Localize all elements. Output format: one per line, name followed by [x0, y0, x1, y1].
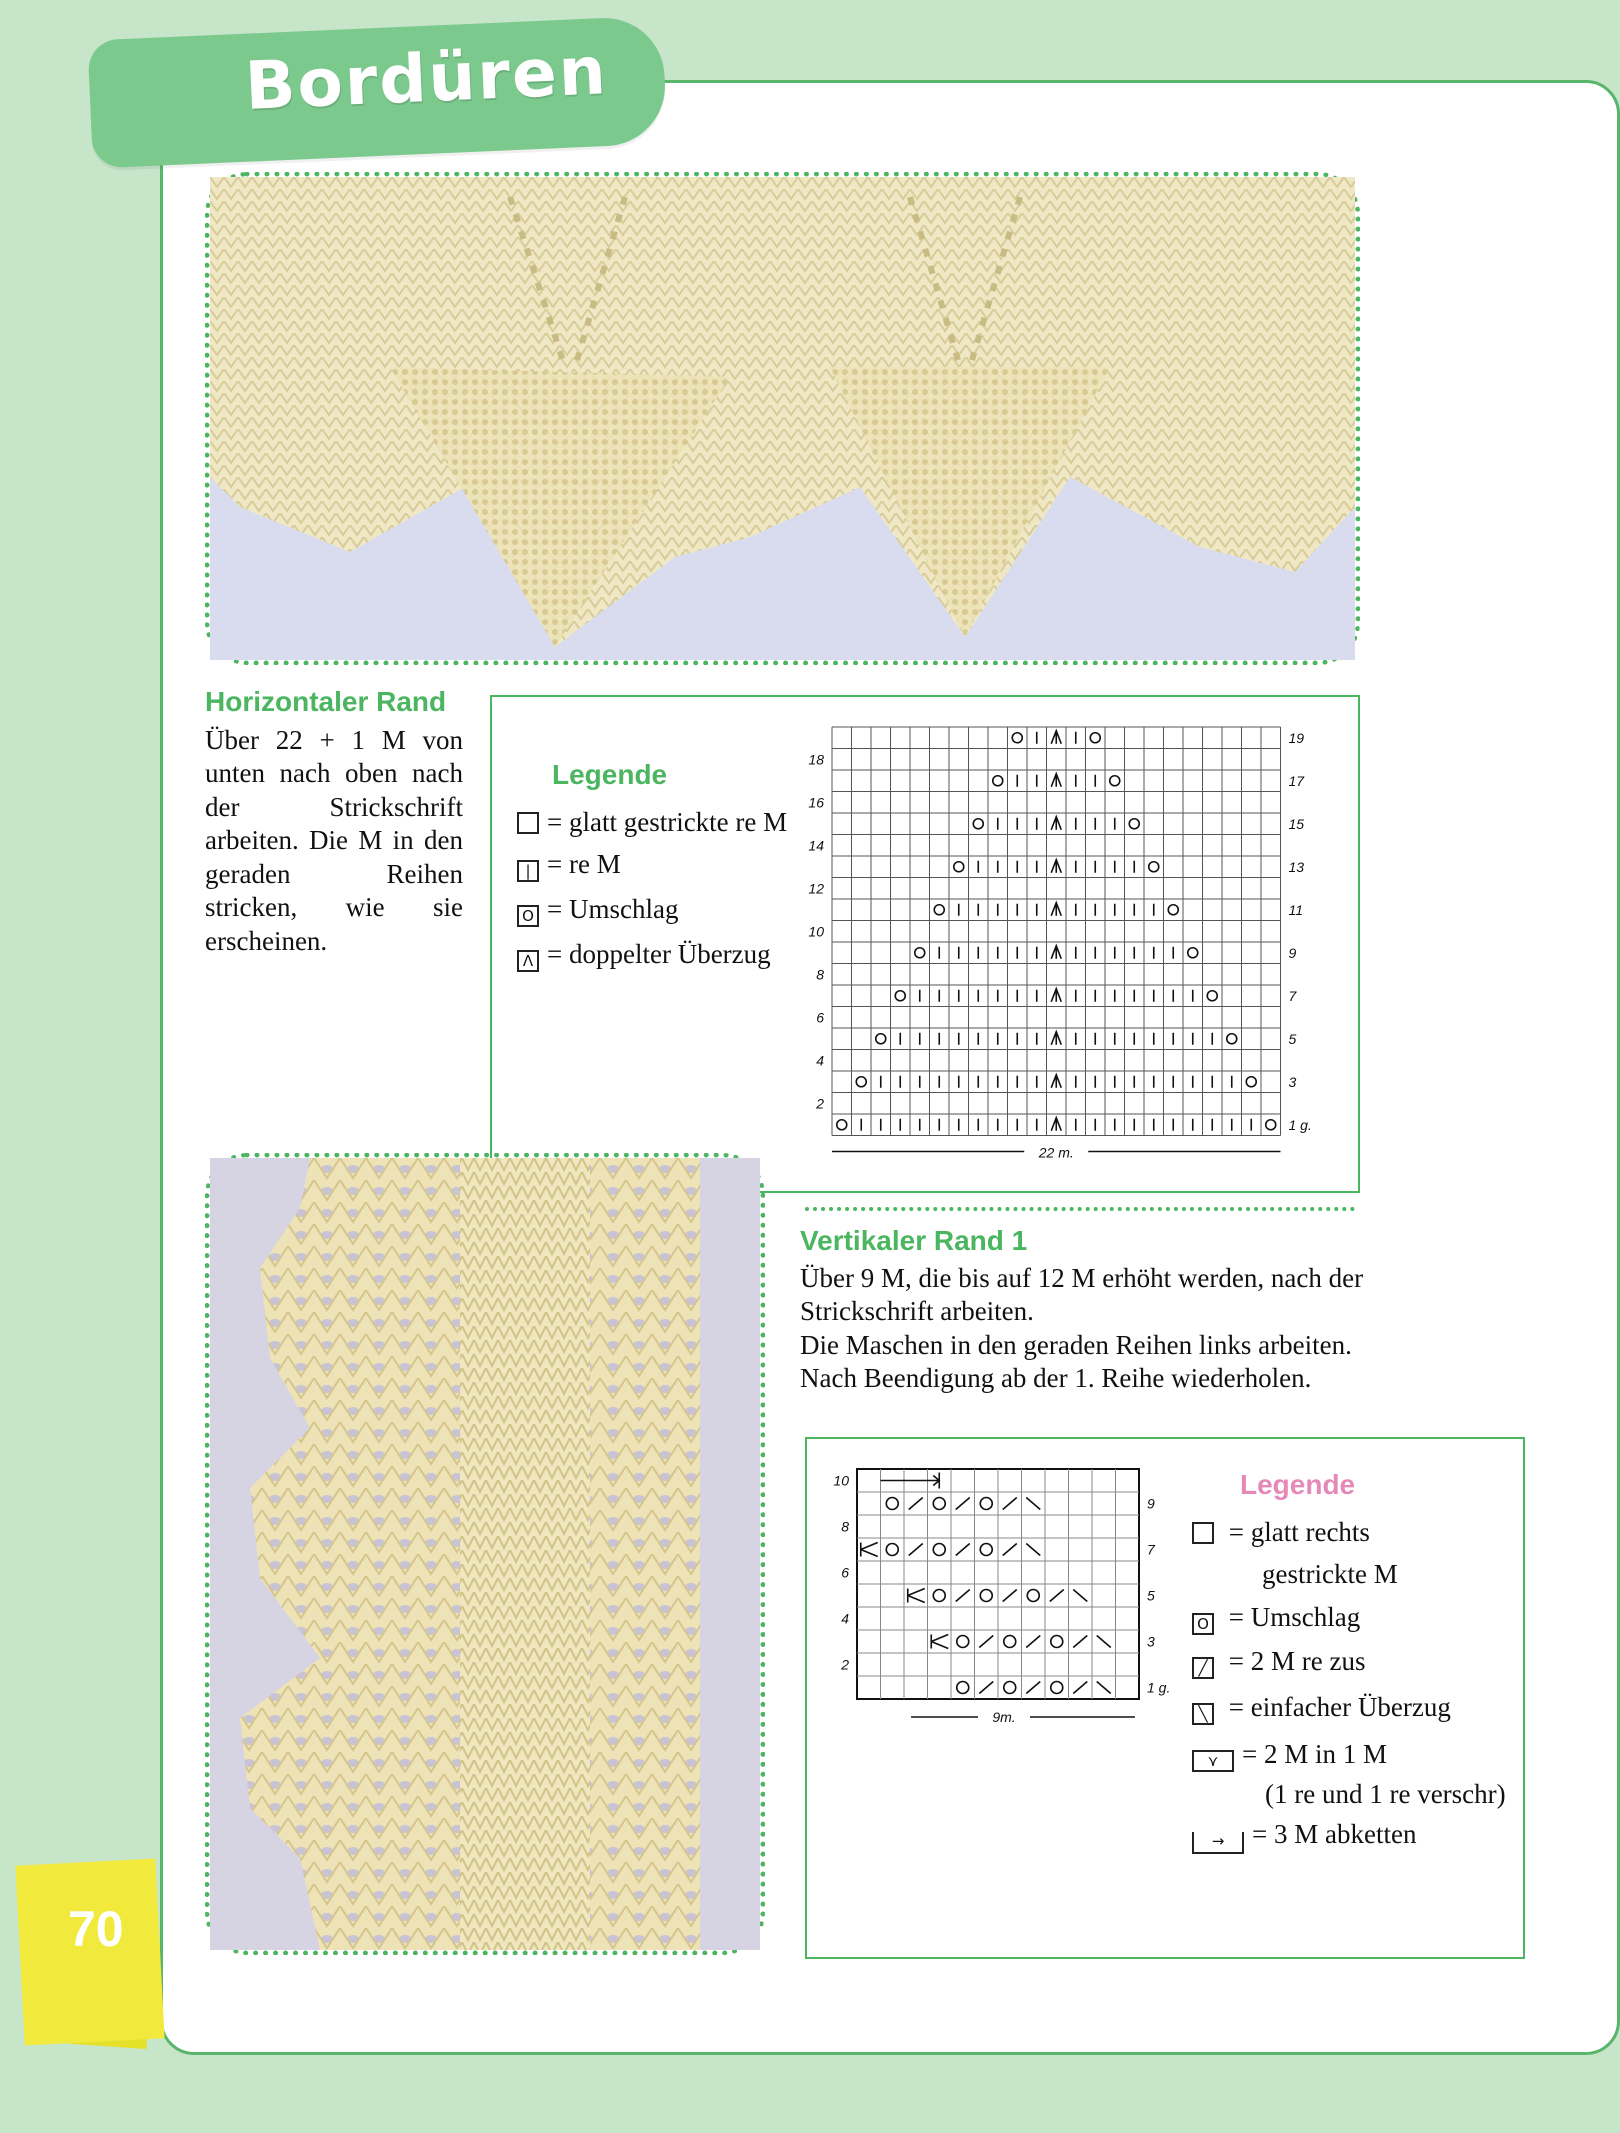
row-label-right: 5	[1288, 1030, 1297, 1047]
yarn-over-mark	[980, 1498, 992, 1510]
yarn-over-mark	[895, 991, 905, 1001]
yarn-over-mark	[1110, 776, 1120, 786]
yarn-over-mark	[886, 1544, 898, 1556]
yarn-over-mark	[1051, 1636, 1063, 1648]
horizontal-chart-box	[490, 695, 1360, 1193]
knit-stitch-icon: |	[517, 860, 539, 882]
vertical-heading: Vertikaler Rand 1	[800, 1225, 1028, 1256]
increase-mark	[931, 1635, 948, 1649]
yarn-over-mark	[837, 1120, 847, 1130]
legend-item-bind-off: → = 3 M abketten	[1192, 1819, 1416, 1854]
yarn-over-mark	[915, 948, 925, 958]
double-decrease-mark	[1051, 774, 1061, 787]
yarn-over-mark	[973, 819, 983, 829]
stitch-count-label: 22 m.	[1038, 1144, 1074, 1161]
page-number: 70	[68, 1901, 124, 1957]
decrease-mark	[1073, 1682, 1087, 1694]
row-label-right: 9	[1147, 1495, 1155, 1512]
yarn-over-mark	[1004, 1682, 1016, 1694]
ssk-mark	[1026, 1544, 1040, 1556]
legend-item-yarn-over: O = Umschlag	[517, 894, 678, 927]
yarn-over-mark	[933, 1544, 945, 1556]
decrease-mark	[979, 1636, 993, 1648]
row-label-left: 2	[841, 1656, 849, 1673]
yarn-over-mark	[980, 1590, 992, 1602]
decrease-mark	[1026, 1636, 1040, 1648]
yarn-over-mark	[1090, 733, 1100, 743]
row-label-left: 12	[808, 880, 824, 897]
row-label-left: 10	[808, 923, 824, 940]
double-decrease-mark	[1051, 1075, 1061, 1088]
row-label-right: 3	[1288, 1073, 1297, 1090]
decrease-mark	[956, 1590, 970, 1602]
row-label-left: 14	[808, 837, 824, 854]
row-label-left: 2	[816, 1095, 824, 1112]
decrease-mark	[909, 1544, 923, 1556]
legend-item-plain: = glatt gestrickte re M	[517, 807, 787, 838]
row-label-right: 17	[1288, 772, 1305, 789]
double-decrease-mark	[1051, 860, 1061, 873]
yarn-over-mark	[980, 1544, 992, 1556]
stitch-count-label: 9m.	[992, 1709, 1016, 1725]
row-label-left: 6	[816, 1009, 824, 1026]
legend-item-continued: (1 re und 1 re verschr)	[1265, 1779, 1506, 1809]
double-decrease-mark	[1051, 1032, 1061, 1045]
photo-vertical-border	[205, 1153, 765, 1955]
photo-horizontal-border	[205, 172, 1360, 665]
knitted-vertical-border-image	[210, 1158, 760, 1950]
empty-box-icon	[1192, 1522, 1214, 1544]
ssk-mark	[1097, 1636, 1111, 1648]
yarn-over-mark	[886, 1498, 898, 1510]
knitted-horizontal-border-image	[210, 177, 1355, 660]
bind-off-mark	[881, 1473, 940, 1489]
section-divider	[805, 1207, 1355, 1211]
ssk-icon: ╲	[1192, 1703, 1214, 1725]
decrease-mark	[1026, 1682, 1040, 1694]
legend-item-plain: = glatt rechts	[1192, 1517, 1370, 1548]
ssk-mark	[1073, 1590, 1087, 1602]
horizontal-knitting-chart	[787, 717, 1347, 1179]
double-decrease-mark	[1051, 946, 1061, 959]
row-label-right: 19	[1288, 729, 1305, 746]
yarn-over-mark	[1246, 1077, 1256, 1087]
increase-mark	[908, 1589, 925, 1603]
decrease-mark	[1050, 1590, 1064, 1602]
row-label-right: 5	[1147, 1587, 1155, 1604]
yarn-over-icon: O	[517, 905, 539, 927]
row-label-right: 7	[1288, 987, 1297, 1004]
instruction-line: Nach Beendigung ab der 1. Reihe wiederholen.	[800, 1363, 1312, 1394]
row-label-left: 4	[841, 1610, 849, 1627]
row-label-right: 9	[1288, 944, 1297, 961]
row-label-left: 8	[841, 1518, 849, 1535]
row-label-right: 1 g.	[1147, 1679, 1171, 1696]
yarn-over-mark	[933, 1590, 945, 1602]
yarn-over-mark	[933, 1498, 945, 1510]
double-decrease-mark	[1051, 903, 1061, 916]
instruction-line: Über 9 M, die bis auf 12 M erhöht werden, nach der	[800, 1263, 1364, 1293]
yarn-over-mark	[993, 776, 1003, 786]
yarn-over-mark	[957, 1636, 969, 1648]
legend-item-increase: ⋎ = 2 M in 1 M	[1192, 1739, 1387, 1772]
yarn-over-mark	[1051, 1682, 1063, 1694]
yarn-over-mark	[1012, 733, 1022, 743]
horizontal-instructions: Über 22 + 1 M von unten nach oben nach der Strickschrift arbeiten. Die M in den geraden Reihen stricken, wie sie erscheinen.	[205, 725, 463, 956]
instruction-line: Die Maschen in den geraden Reihen links arbeiten.	[800, 1329, 1352, 1360]
row-label-right: 15	[1288, 815, 1305, 832]
yarn-over-mark	[1168, 905, 1178, 915]
vertical-legend-title: Legende	[1240, 1469, 1356, 1500]
row-label-left: 6	[841, 1564, 849, 1581]
row-label-right: 1 g.	[1288, 1116, 1312, 1133]
decrease-mark	[1003, 1498, 1017, 1510]
vertical-chart-box	[805, 1437, 1525, 1959]
horizontal-legend-title: Legende	[552, 759, 668, 790]
row-label-right: 7	[1147, 1541, 1155, 1558]
yarn-over-icon: O	[1192, 1613, 1214, 1635]
double-decrease-mark	[1051, 1118, 1061, 1131]
legend-item-k2tog: ╱ = 2 M re zus	[1192, 1646, 1365, 1679]
ssk-mark	[1026, 1498, 1040, 1510]
empty-box-icon	[517, 812, 539, 834]
horizontal-heading: Horizontaler Rand	[205, 686, 447, 717]
row-label-left: 4	[816, 1052, 824, 1069]
k2tog-icon: ╱	[1192, 1657, 1214, 1679]
yarn-over-mark	[1207, 991, 1217, 1001]
double-decrease-mark	[1051, 989, 1061, 1002]
yarn-over-mark	[856, 1077, 866, 1087]
decrease-mark	[956, 1544, 970, 1556]
legend-item-knit: | = re M	[517, 849, 621, 882]
legend-item-double-decrease: Λ = doppelter Überzug	[517, 939, 771, 972]
yarn-over-mark	[934, 905, 944, 915]
legend-item-yarn-over: O = Umschlag	[1192, 1602, 1360, 1635]
row-label-left: 8	[816, 966, 824, 983]
row-label-right: 11	[1288, 901, 1304, 918]
row-label-left: 16	[808, 794, 824, 811]
decrease-mark	[956, 1498, 970, 1510]
ssk-mark	[1097, 1682, 1111, 1694]
double-decrease-icon: Λ	[517, 950, 539, 972]
row-label-right: 3	[1147, 1633, 1155, 1650]
yarn-over-mark	[954, 862, 964, 872]
decrease-mark	[1073, 1636, 1087, 1648]
page-title: Bordüren	[243, 32, 610, 125]
yarn-over-mark	[1129, 819, 1139, 829]
row-label-left: 10	[833, 1472, 849, 1489]
yarn-over-mark	[1004, 1636, 1016, 1648]
vertical-knitting-chart	[817, 1459, 1171, 1725]
yarn-over-mark	[1227, 1034, 1237, 1044]
yarn-over-mark	[1266, 1120, 1276, 1130]
increase-icon: ⋎	[1192, 1750, 1234, 1772]
decrease-mark	[1003, 1544, 1017, 1556]
row-label-right: 13	[1288, 858, 1305, 875]
yarn-over-mark	[1149, 862, 1159, 872]
legend-item-ssk: ╲ = einfacher Überzug	[1192, 1692, 1451, 1725]
instruction-line: Strickschrift arbeiten.	[800, 1296, 1034, 1327]
yarn-over-mark	[1027, 1590, 1039, 1602]
decrease-mark	[1003, 1590, 1017, 1602]
yarn-over-mark	[1188, 948, 1198, 958]
decrease-mark	[979, 1682, 993, 1694]
vertical-instructions	[800, 1262, 1363, 1396]
double-decrease-mark	[1051, 731, 1061, 744]
double-decrease-mark	[1051, 817, 1061, 830]
increase-mark	[861, 1543, 878, 1557]
legend-item-continued: gestrickte M	[1262, 1559, 1398, 1589]
row-label-left: 18	[808, 751, 824, 768]
decrease-mark	[909, 1498, 923, 1510]
bind-off-icon: →	[1192, 1832, 1244, 1854]
yarn-over-mark	[876, 1034, 886, 1044]
yarn-over-mark	[957, 1682, 969, 1694]
